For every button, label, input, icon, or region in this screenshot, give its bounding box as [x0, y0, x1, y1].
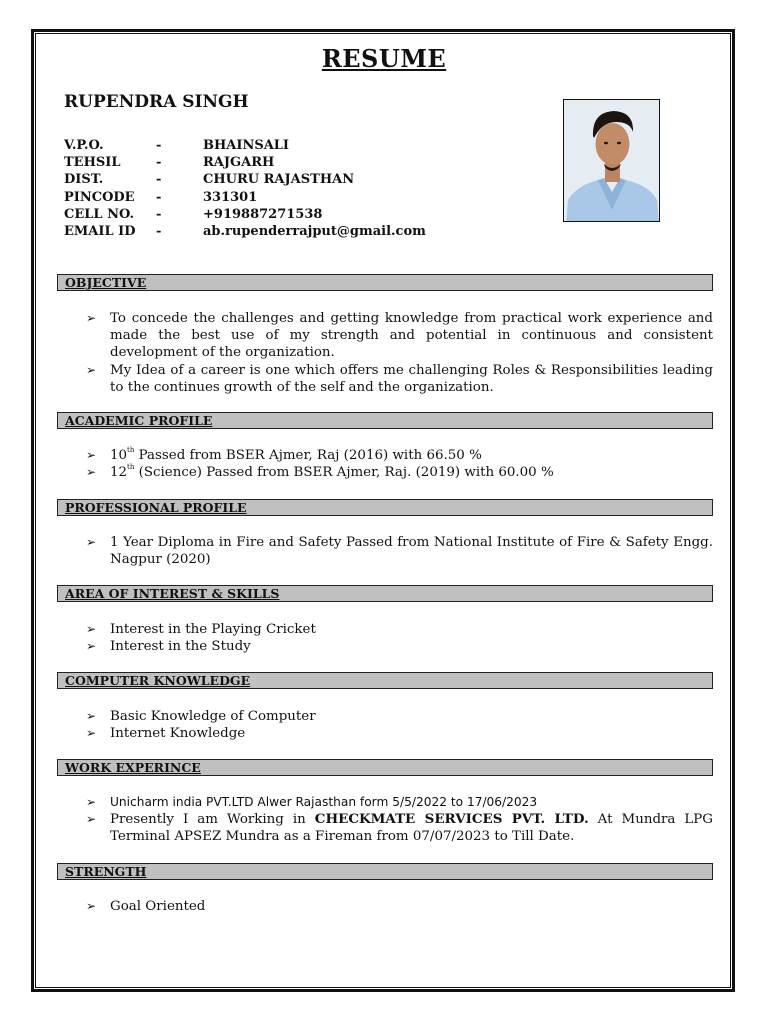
contact-separator: -: [156, 172, 162, 188]
contact-separator: -: [156, 138, 162, 153]
list-item: [86, 464, 713, 481]
strength-text: Goal Oriented: [110, 899, 206, 914]
section-heading-computer: COMPUTER KNOWLEDGE: [57, 672, 713, 689]
ordinal-suffix: th: [127, 463, 135, 472]
section-heading-work: WORK EXPERINCE: [57, 759, 713, 776]
professional-text: 1 Year Diploma in Fire and Safety Passed from National Institute of Fire & Safety Engg. Nagpur (2020): [110, 535, 713, 568]
contact-value: +919887271538: [203, 206, 323, 222]
list-item: [86, 725, 713, 742]
arrow-bullet-icon: ➢: [86, 622, 97, 636]
contact-value: ab.rupenderrajput@gmail.com: [203, 223, 426, 239]
contact-value: CHURU RAJASTHAN: [203, 172, 355, 188]
list-item: [86, 898, 713, 915]
professional-list: [86, 534, 713, 568]
contact-row-email: [64, 223, 426, 240]
contact-separator: -: [156, 223, 162, 239]
arrow-bullet-icon: ➢: [86, 311, 97, 325]
arrow-bullet-icon: ➢: [86, 362, 97, 377]
arrow-bullet-icon: ➢: [86, 795, 97, 809]
arrow-bullet-icon: ➢: [86, 448, 97, 462]
contact-value: 331301: [203, 189, 258, 205]
objective-text: My Idea of a career is one which offers me challenging Roles & Responsibilities leading to the continues growth of the self and the organization.: [110, 362, 713, 395]
arrow-bullet-icon: ➢: [86, 726, 97, 741]
contact-row-vpo: [64, 137, 426, 154]
contact-row-cell: [64, 206, 426, 223]
profile-photo: [563, 99, 660, 222]
profile-photo-graphic: [564, 100, 660, 222]
contact-details: [64, 137, 426, 240]
contact-separator: -: [156, 206, 162, 222]
list-item: [86, 794, 713, 811]
academic-list: [86, 447, 713, 481]
interest-list: [86, 621, 713, 655]
contact-label: TEHSIL: [64, 155, 121, 171]
section-heading-objective: OBJECTIVE: [57, 274, 713, 291]
arrow-bullet-icon: ➢: [86, 899, 97, 913]
objective-list: [86, 310, 713, 396]
arrow-bullet-icon: ➢: [86, 465, 97, 480]
list-item: [86, 310, 713, 362]
list-item: [86, 811, 713, 845]
academic-class: 12: [110, 465, 128, 481]
interest-text: Interest in the Study: [110, 639, 251, 655]
contact-row-dist: [64, 171, 426, 188]
resume-title: RESUME: [321, 44, 447, 73]
list-item: [86, 447, 713, 464]
section-heading-interest: AREA OF INTEREST & SKILLS: [57, 585, 713, 602]
academic-text: (Science) Passed from BSER Ajmer, Raj. (2019) with 60.00 %: [134, 465, 554, 481]
contact-label: DIST.: [64, 172, 104, 188]
arrow-bullet-icon: ➢: [86, 709, 97, 723]
list-item: [86, 621, 713, 638]
contact-row-pincode: [64, 189, 426, 206]
computer-text: Basic Knowledge of Computer: [110, 709, 316, 724]
contact-label: PINCODE: [64, 189, 135, 205]
work-list: [86, 794, 713, 846]
contact-label: CELL NO.: [64, 206, 135, 222]
list-item: [86, 362, 713, 396]
section-heading-professional: PROFESSIONAL PROFILE: [57, 499, 713, 516]
arrow-bullet-icon: ➢: [86, 812, 97, 827]
computer-text: Internet Knowledge: [110, 726, 246, 742]
arrow-bullet-icon: ➢: [86, 639, 97, 654]
academic-text: Passed from BSER Ajmer, Raj (2016) with 66.50 %: [134, 448, 482, 463]
strength-list: [86, 898, 713, 915]
contact-separator: -: [156, 189, 162, 205]
section-heading-strength: STRENGTH: [57, 863, 713, 880]
contact-row-tehsil: [64, 154, 426, 171]
interest-text: Interest in the Playing Cricket: [110, 622, 316, 637]
academic-class: 10: [110, 448, 128, 463]
list-item: [86, 638, 713, 655]
contact-value: RAJGARH: [203, 155, 275, 171]
arrow-bullet-icon: ➢: [86, 535, 97, 549]
section-heading-academic: ACADEMIC PROFILE: [57, 412, 713, 429]
employer-name: CHECKMATE SERVICES PVT. LTD.: [314, 811, 589, 828]
contact-label: V.P.O.: [64, 138, 104, 153]
work-text-pre: Presently I am Working in: [110, 812, 315, 828]
contact-value: BHAINSALI: [203, 138, 290, 153]
ordinal-suffix: th: [127, 446, 135, 454]
list-item: [86, 708, 713, 725]
contact-separator: -: [156, 155, 162, 171]
computer-list: [86, 708, 713, 742]
contact-label: EMAIL ID: [64, 223, 136, 239]
work-text: Unicharm india PVT.LTD Alwer Rajasthan form 5/5/2022 to 17/06/2023: [110, 795, 538, 809]
candidate-name: RUPENDRA SINGH: [64, 92, 249, 112]
objective-text: To concede the challenges and getting knowledge from practical work experience and made the best use of my strength and potential in continuous and consistent development of the organization.: [110, 311, 713, 361]
work-text-post: At Mundra LPG Terminal APSEZ Mundra as a Fireman from 07/07/2023 to Till Date.: [110, 812, 713, 845]
list-item: [86, 534, 713, 568]
